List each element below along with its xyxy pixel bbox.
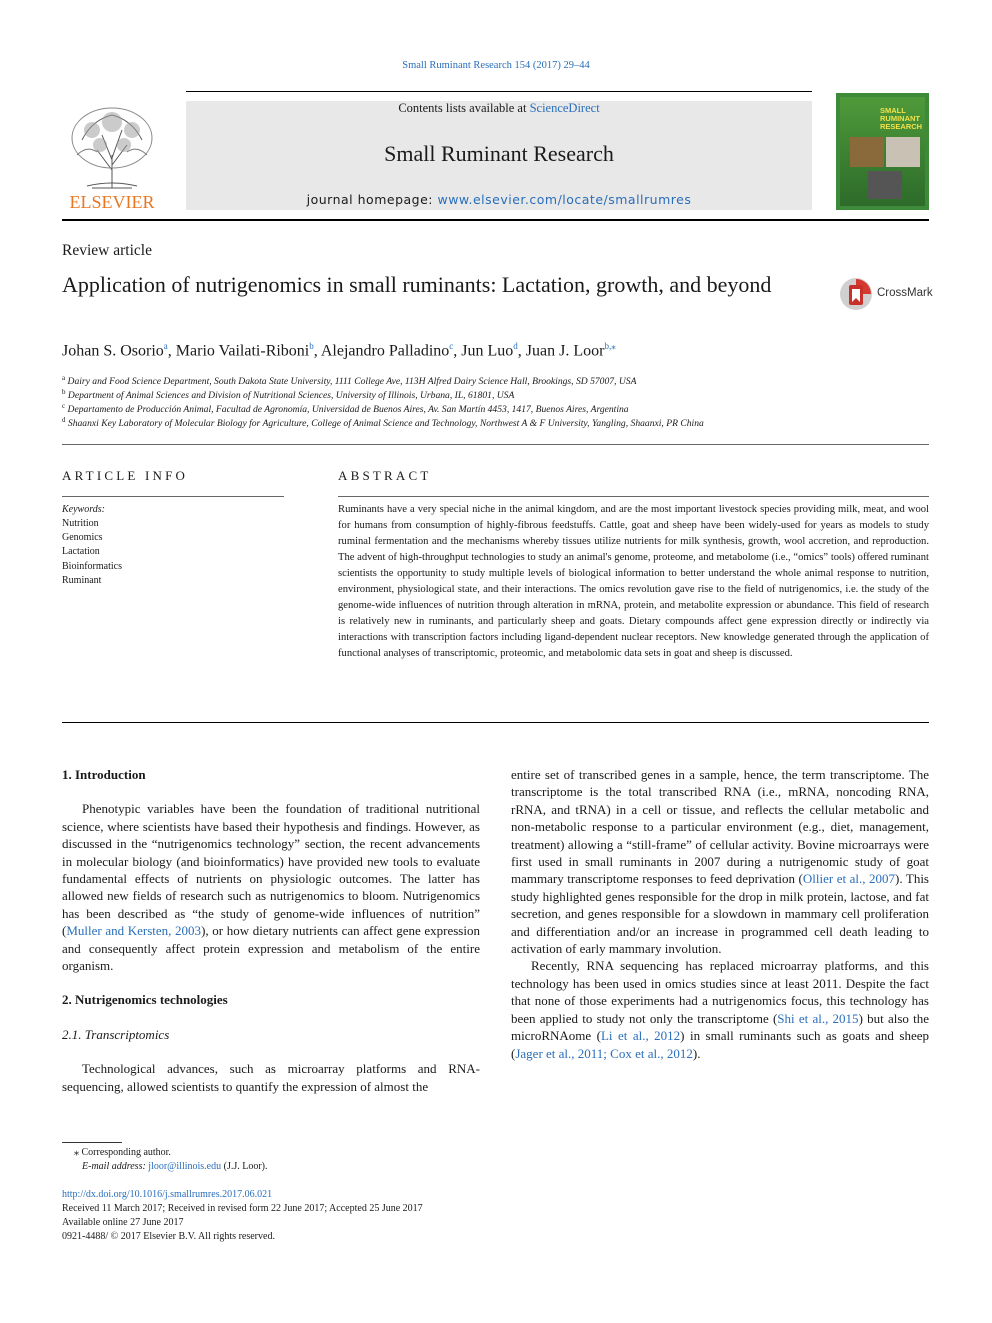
footnote-rule [62,1142,122,1143]
author-name[interactable]: Johan S. Osorio [62,342,164,360]
paragraph-text: ) but also the microRNAome ( [511,1010,929,1044]
author-affil-sup[interactable]: b,⁎ [604,341,616,351]
author-separator: , [313,342,321,360]
homepage-line [186,192,812,207]
affiliation-rule [62,444,929,445]
keyword: Bioinformatics [62,561,122,572]
paragraph [511,957,929,1061]
paragraph-text: Recently, RNA sequencing has replaced microarray platforms, and this technology has been used in omics studies since at least 2011. Despite the fact that none of those experiments had a nutrigenomics focus, this technology has been applied to study not only the transcriptome ( [511,958,929,1026]
cover-title: SMALL RUMINANT RESEARCH [880,106,923,131]
crossmark-badge[interactable] [838,276,933,312]
keyword: Lactation [62,546,100,557]
section-heading-technologies: 2. Nutrigenomics technologies [62,992,228,1008]
reference-link[interactable]: Muller and Kersten, 2003 [66,923,202,939]
contents-prefix: Contents lists available at [398,101,527,115]
affiliation-text: Dairy and Food Science Department, South Dakota State University, 1111 College Ave, 113H Alfred Dairy Science Hall, Brookings, SD 57007, USA [67,376,637,388]
paragraph [62,800,480,974]
paragraph-text: ) in small ruminants such as goats and sheep ( [511,1028,929,1061]
paragraph-text: ). [692,1045,701,1061]
crossmark-icon [838,276,874,312]
article-info-rule [62,496,284,497]
author-affil-sup[interactable]: c [449,341,454,351]
doi-link[interactable]: http://dx.doi.org/10.1016/j.smallrumres.2017.06.021 [62,1189,273,1200]
paragraph: Technological advances, such as microarray platforms and RNA-sequencing, allowed scientists to quantify the expression of almost the [62,1061,480,1094]
elsevier-logo [62,100,162,212]
homepage-link[interactable]: www.elsevier.com/locate/smallrumres [437,192,692,207]
author-name[interactable]: Mario Vailati-Riboni [175,342,310,360]
copyright: 0921-4488/ © 2017 Elsevier B.V. All rights reserved. [62,1231,275,1242]
reference-link[interactable]: Ollier et al., 2007 [802,871,896,887]
author-separator: , [453,342,462,360]
email-link[interactable]: jloor@illinois.edu [148,1161,222,1172]
affiliation-label: b [62,388,66,396]
reference-link[interactable]: Li et al., 2012 [600,1028,681,1044]
keyword: Genomics [62,532,103,543]
section-heading-introduction: 1. Introduction [62,767,146,782]
journal-name: Small Ruminant Research [384,141,614,166]
email-label: E-mail address: [82,1161,146,1172]
article-info-heading: ARTICLE INFO [62,468,189,483]
abstract-heading: ABSTRACT [338,468,432,483]
reference-link[interactable]: Jager et al., 2011; Cox et al., 2012 [515,1045,693,1061]
author-affil-sup[interactable]: d [513,341,518,351]
paragraph-text: ). This study highlighted genes responsible for the drop in milk protein, lactose, and fat secretion, and genes responsible for a slowdown in mammary cell proliferation and differentiation and/or an increase in programmed cell death leading to activation of early mammary involution. [511,871,929,957]
email-line [82,1161,268,1172]
header-top-rule [186,91,812,92]
reference-link[interactable]: Shi et al., 2015 [777,1010,859,1026]
affiliation [62,374,636,387]
affiliation-label: d [62,416,66,424]
affiliation [62,416,704,429]
author-list [62,341,616,360]
author-separator: , [517,342,526,360]
corresponding-author-note: ⁎ Corresponding author. [74,1147,171,1158]
author-name[interactable]: Alejandro Palladino [320,342,450,360]
affiliation-label: c [62,402,66,410]
author-name[interactable]: Juan J. Loor [525,342,605,360]
paragraph-text: entire set of transcribed genes in a sample, hence, the term transcriptome. The transcriptome is the total transcribed RNA (i.e., mRNA, noncoding RNA, rRNA, and tRNA) in a cell or tissue, and reflects the cellular metabolic and non-metabolic response to a particular environment (e.g., diet, management, treatment) allowing a “still-frame” of cellular activity. Bovine microarrays were first used in small ruminants in 2007 during a nutrigenomic study of goat mammary transcriptome responses to feed deprivation ( [511,767,929,887]
crossmark-label: CrossMark [877,287,933,299]
journal-cover-image [836,93,929,210]
paragraph-text: ), or how dietary nutrients can affect gene expression and consequently affect protein expression and metabolism of the entire organism. [62,923,480,974]
keyword: Ruminant [62,575,102,586]
subsection-heading-transcriptomics: 2.1. Transcriptomics [62,1026,170,1042]
affiliation [62,402,629,415]
journal-citation[interactable]: Small Ruminant Research 154 (2017) 29–44 [402,60,590,71]
body-left-column [62,766,480,1095]
header-bottom-rule [62,219,929,221]
author-separator: , [167,342,176,360]
keyword: Nutrition [62,518,99,529]
sciencedirect-link[interactable]: ScienceDirect [529,101,600,115]
paragraph [511,766,929,957]
affiliation-text: Departamento de Producción Animal, Facultad de Agronomía, Universidad de Buenos Aires, Av. San Martín 4453, 1417, Buenos Aires, Argentina [67,404,629,416]
author-affil-sup[interactable]: b [309,341,314,351]
author-affil-sup[interactable]: a [163,341,168,351]
abstract-text: Ruminants have a very special niche in the animal kingdom, and are the most important livestock species providing milk, meat, and wool for humans from consumption of highly-fibrous feedstuffs. Cattle, goat and sheep have been widely-used for years as models to study ruminal fermentation and the mechanisms whereby tissues utilize nutrients for milk synthesis, growth, wool accretion, and reproduction. The advent of high-throughput technologies to study an animal's genome, proteome, and metabolome (i.e., “omics” tools) offered ruminant scientists the opportunity to study multiple levels of biological information to better understand the whole animal response to nutrition, environment, physiological state, and their interactions. The omics revolution gave rise to the field of nutrigenomics, i.e. the study of the genome-wide influences of nutrition through alteration in mRNA, protein, and metabolite expression or abundance. This field of research is relatively new in ruminants, and particularly sheep and goats. Dietary compounds affect gene expression directly or indirectly via interactions with transcription factors including ligand-dependent nuclear receptors. New knowledge generated through the application of functional analyses of transcriptomic, proteomic, and metabolomic data sets in goat and sheep is discussed. [338,504,929,659]
email-suffix: (J.J. Loor). [223,1161,268,1172]
affiliation-text: Shaanxi Key Laboratory of Molecular Biology for Agriculture, College of Animal Science and Technology, Northwest A & F University, Yangling, Shaanxi, PR China [67,418,704,430]
article-type: Review article [62,242,152,259]
author-name[interactable]: Jun Luo [461,342,514,360]
abstract-bottom-rule [62,722,929,723]
affiliation-label: a [62,374,66,382]
homepage-prefix: journal homepage: [306,192,433,207]
paragraph-text: Phenotypic variables have been the foundation of traditional nutritional science, where scientists have based their hypothesis and findings. However, as discussed in the “nutrigenomics technology” section, the recent advancements in molecular biology (and bioinformatics) have provided new tools to evaluate fundamental effects of nutrients on physiologic outcomes. The latter has allowed new fields of research such as nutrigenomics to bloom. Nutrigenomics has been described as “the study of genome-wide influences of nutrition” ( [62,801,480,939]
article-title: Application of nutrigenomics in small ruminants: Lactation, growth, and beyond [62,272,772,297]
elsevier-wordmark: ELSEVIER [69,192,155,212]
keywords-label: Keywords: [62,504,105,515]
contents-line [186,101,812,116]
abstract-rule [338,496,929,497]
available-online: Available online 27 June 2017 [62,1217,184,1228]
affiliation-text: Department of Animal Sciences and Division of Nutritional Sciences, University of Illinois, Urbana, IL, 61801, USA [67,390,515,402]
body-right-column [511,766,929,1062]
affiliation [62,388,514,401]
received-dates: Received 11 March 2017; Received in revised form 22 June 2017; Accepted 25 June 2017 [62,1203,423,1214]
